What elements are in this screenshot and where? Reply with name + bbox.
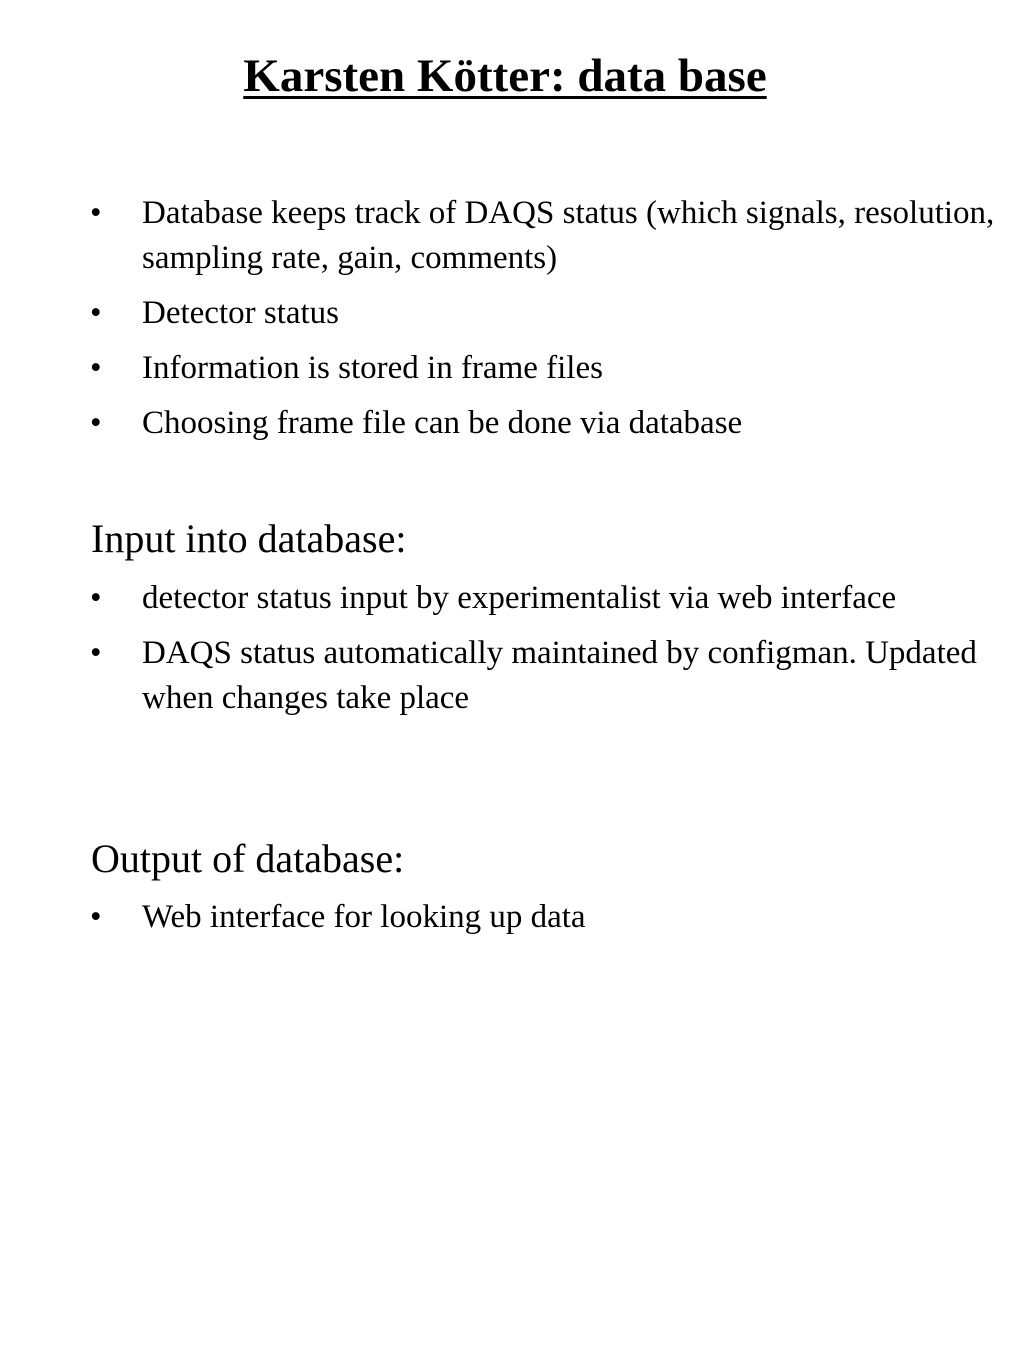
bullet-icon: • xyxy=(90,580,102,616)
list-item xyxy=(0,191,1000,281)
bullet-text: DAQS status automatically maintained by configman. Updated when changes take place xyxy=(142,635,977,716)
bullet-icon: • xyxy=(90,350,102,386)
list-item xyxy=(0,895,1000,940)
list-item xyxy=(0,346,1000,391)
main-bullet-list xyxy=(0,191,1000,456)
bullet-text: Choosing frame file can be done via database xyxy=(142,405,743,441)
output-bullet-list xyxy=(0,895,1000,950)
list-item xyxy=(0,631,1000,721)
bullet-icon: • xyxy=(90,195,102,231)
bullet-icon: • xyxy=(90,899,102,935)
input-section-heading: Input into database: xyxy=(91,516,407,561)
list-item xyxy=(0,576,1000,621)
input-bullet-list xyxy=(0,576,1000,731)
bullet-text: detector status input by experimentalist via web interface xyxy=(142,580,897,616)
bullet-text: Database keeps track of DAQS status (which signals, resolution, sampling rate, gain, comments) xyxy=(142,195,995,276)
bullet-text: Detector status xyxy=(142,295,340,331)
bullet-icon: • xyxy=(90,295,102,331)
list-item xyxy=(0,401,1000,446)
slide-title: Karsten Kötter: data base xyxy=(243,50,767,102)
bullet-text: Information is stored in frame files xyxy=(142,350,603,386)
output-section-heading: Output of database: xyxy=(91,836,405,881)
bullet-text: Web interface for looking up data xyxy=(142,899,586,935)
bullet-icon: • xyxy=(90,405,102,441)
list-item xyxy=(0,291,1000,336)
bullet-icon: • xyxy=(90,635,102,671)
